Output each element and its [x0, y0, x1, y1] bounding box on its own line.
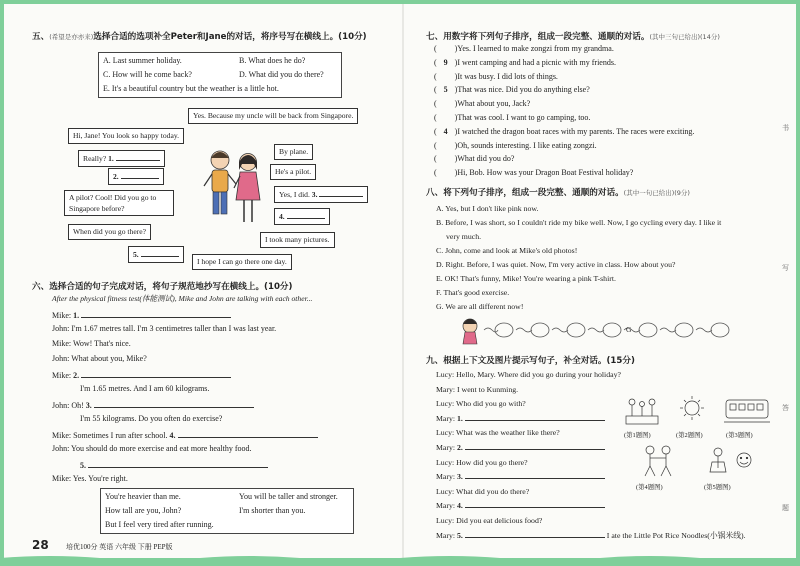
bubble-when-go: When did you go there?	[68, 224, 151, 240]
worksheet	[4, 4, 796, 558]
sec8-list	[436, 202, 721, 314]
sec7-title: 七、用数字将下列句子排序，组成一段完整、通顺的对话。(其中三句已给出)(14分)	[426, 32, 720, 42]
bubble-answer-2: 2.	[108, 168, 164, 185]
sec7-item: ( 5 )That was nice. Did you do anything else?	[434, 85, 590, 95]
bubble-yes-i-did: Yes, I did. 3.	[274, 186, 368, 203]
sec9-line: Mary: 4.	[436, 499, 746, 514]
caption-3: (第3题图)	[726, 432, 753, 439]
left-column	[4, 4, 402, 558]
sec6-line-1: Mike: 1.	[52, 309, 231, 321]
sec8-item-c: C. John, come and look at Mike's old photos!	[436, 246, 578, 255]
sec6-option-4: I'm shorter than you.	[239, 506, 306, 515]
bubble-pictures: I took many pictures.	[260, 232, 335, 248]
sec9-title: 九、根据上下文及图片提示写句子，补全对话。(15分)	[426, 356, 635, 366]
sec9-line: Lucy: Who did you go with?	[436, 399, 526, 409]
sec7-item: ( 9 )I went camping and had a picnic with my friends.	[434, 57, 616, 67]
hint-pictures-row2	[640, 444, 760, 480]
bubble-hi-jane: Hi, Jane! You look so happy today.	[68, 128, 184, 144]
side-char-2: 写	[782, 264, 789, 272]
sec9-line: Mary: 2.	[436, 441, 746, 456]
bubble-by-plane: By plane.	[274, 144, 313, 160]
sec7-item: ( )Oh, sounds interesting. I like eating zongzi.	[434, 140, 597, 150]
sec6-line-9: Mike: Sometimes I run after school. 4.	[52, 429, 318, 441]
bubble-singapore: Yes. Because my uncle will be back from Singapore.	[188, 108, 358, 124]
sec7-item: ( )Hi, Bob. How was your Dragon Boat Festival holiday?	[434, 168, 634, 178]
sec8-item-a: A. Yes, but I don't like pink now.	[436, 204, 539, 213]
sec7-item: ( 4 )I watched the dragon boat races with my parents. The races were exciting.	[434, 126, 695, 136]
sec9-line: Mary: 1.	[436, 412, 746, 427]
sec9-line: Lucy: Hello, Mary. Where did you go during your holiday?	[436, 370, 621, 379]
sec7-item: ( )It was busy. I did lots of things.	[434, 71, 558, 81]
sec9-line: Lucy: What was the weather like there?	[436, 428, 560, 438]
side-char-3: 答	[782, 404, 789, 412]
sec9-line: Mary: 3.	[436, 470, 746, 485]
bubble-pilot: He's a pilot.	[270, 164, 316, 180]
sec6-line-11: 5.	[80, 459, 268, 471]
sec6-line-8: I'm 55 kilograms. Do you often do exercise?	[80, 414, 223, 423]
sec8-item-b: B. Before, I was short, so I couldn't ride my bike well. Now, I go cycling every day. I like it	[436, 218, 722, 227]
sec9-line: Lucy: How did you go there?	[436, 457, 528, 467]
caption-5: (第5题图)	[704, 484, 731, 491]
sec8-item-f: F. That's good exercise.	[436, 288, 510, 297]
sec6-option-3: How tall are you, John?	[105, 506, 182, 515]
sec8-given-label: G	[626, 325, 632, 334]
sec6-line-12: Mike: Yes. You're right.	[52, 474, 128, 483]
sec6-line-4: John: What about you, Mike?	[52, 354, 147, 363]
kids-illustration	[200, 144, 270, 234]
sec5-options-box	[98, 52, 342, 98]
sec6-options-box	[100, 488, 354, 534]
bubble-answer-4: 4.	[274, 208, 330, 225]
sec6-line-6: I'm 1.65 metres. And I am 60 kilograms.	[80, 384, 210, 393]
sec6-option-5: But I feel very tired after running.	[105, 520, 214, 529]
bottom-wave-border	[0, 554, 800, 566]
bubble-really: Really? 1.	[78, 150, 165, 167]
bubble-answer-5: 5.	[128, 246, 184, 263]
sec7-item: ( )That was cool. I want to go camping, too.	[434, 112, 591, 122]
footer-text: 培优100分 英语 六年级 下册 PEP版	[66, 543, 173, 551]
sec6-intro: After the physical fitness test(体能测试), Mike and John are talking with each other...	[52, 294, 313, 303]
sec8-title: 八、将下列句子排序，组成一段完整、通顺的对话。(其中一句已给出)(9分)	[426, 188, 690, 198]
caption-2: (第2题图)	[676, 432, 703, 439]
bubble-hope: I hope I can go there one day.	[192, 254, 292, 270]
sec8-item-e: E. OK! That's funny, Mike! You're wearing a pink T-shirt.	[436, 274, 616, 283]
caption-1: (第1题图)	[624, 432, 651, 439]
page-number: 28	[32, 538, 49, 552]
sec5-title: 五、(希望是亦亦来)选择合适的选项补全Peter和Jane的对话，将序号写在横线上。(10分)	[32, 32, 367, 42]
sec9-line: Lucy: What did you do there?	[436, 486, 530, 496]
sec8-item-g: G. We are all different now!	[436, 302, 524, 311]
sec7-item: ( )Yes. I learned to make zongzi from my grandma.	[434, 44, 614, 53]
sec6-line-2: John: I'm 1.67 metres tall. I'm 3 centimetres taller than I was last year.	[52, 324, 277, 333]
right-column	[404, 4, 796, 558]
sec8-item-b-cont: very much.	[446, 232, 482, 241]
side-char-1: 书	[782, 124, 789, 132]
sec9-line: Lucy: Did you eat delicious food?	[436, 515, 543, 525]
sec6-option-1: You're heavier than me.	[105, 492, 181, 501]
sec6-title: 六、选择合适的句子完成对话，将句子规范地抄写在横线上。(10分)	[32, 282, 293, 292]
caption-4: (第4题图)	[636, 484, 663, 491]
sec5-option-a: A. Last summer holiday.	[103, 56, 182, 65]
sec5-option-e: E. It's a beautiful country but the weather is a little hot.	[103, 84, 279, 93]
sec5-option-d: D. What did you do there?	[239, 70, 324, 79]
sec6-option-2: You will be taller and stronger.	[239, 492, 338, 501]
bubble-singapore-before: A pilot? Cool! Did you go to Singapore before?	[64, 190, 174, 216]
sec7-item: ( )What did you do?	[434, 154, 515, 164]
sec7-list	[434, 42, 694, 180]
sec9-line: Mary: 5. I ate the Little Pot Rice Noodles(小锅米线).	[436, 530, 746, 540]
sec6-line-10: John: You should do more exercise and eat more healthy food.	[52, 444, 252, 453]
sec8-order-chain	[460, 312, 780, 348]
sec6-line-7: John: Oh! 3.	[52, 399, 254, 411]
sec6-line-5: Mike: 2.	[52, 369, 231, 381]
sec5-option-c: C. How will he come back?	[103, 70, 192, 79]
hint-pictures-row1	[624, 394, 774, 430]
sec7-item: ( )What about you, Jack?	[434, 99, 531, 109]
sec9-line: Mary: I went to Kunming.	[436, 384, 519, 394]
side-char-4: 题	[782, 504, 789, 512]
sec6-line-3: Mike: Wow! That's nice.	[52, 339, 131, 348]
sec8-item-d: D. Right. Before, I was quiet. Now, I'm very active in class. How about you?	[436, 260, 676, 269]
sec5-option-b: B. What does he do?	[239, 56, 306, 65]
